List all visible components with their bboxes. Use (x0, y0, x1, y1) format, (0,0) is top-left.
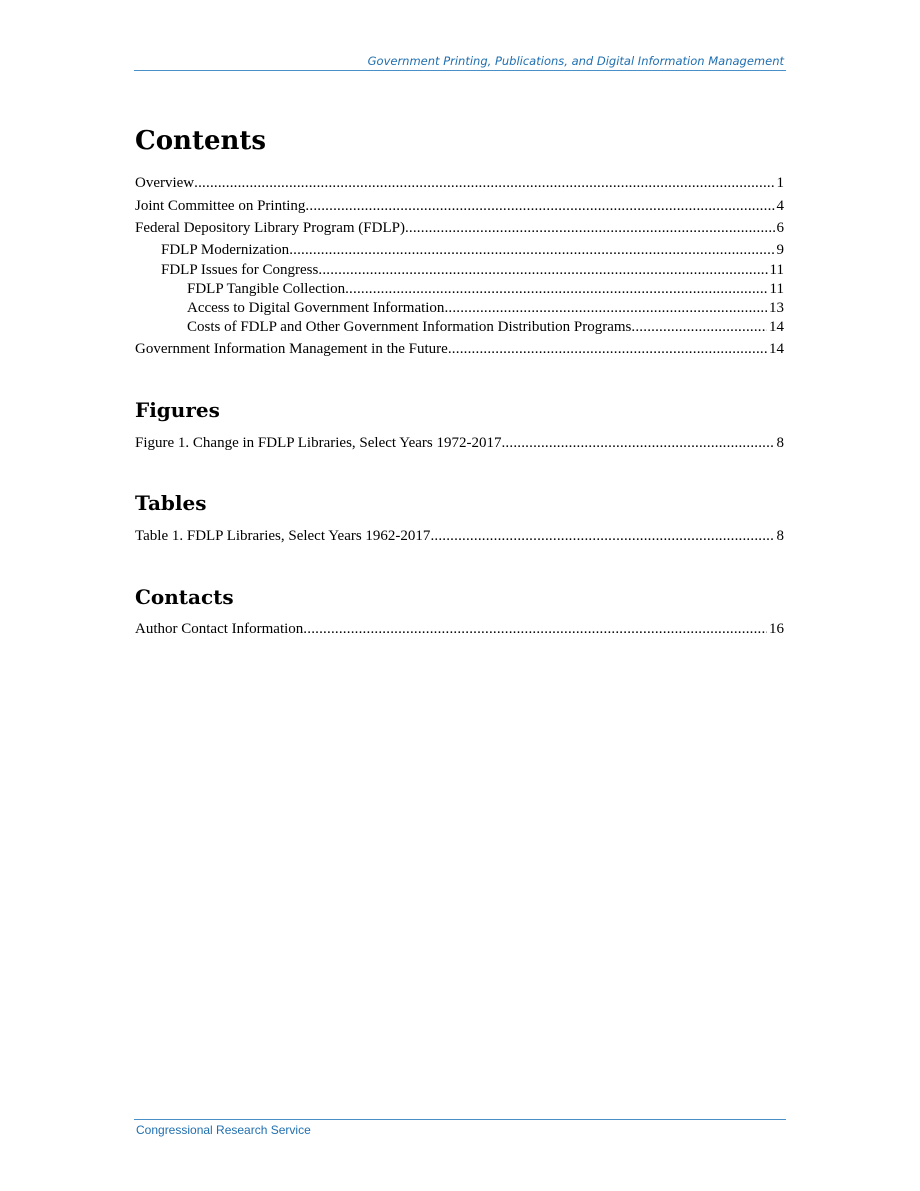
dot-leader (303, 619, 767, 639)
running-header-title: Government Printing, Publications, and Digital Information Management (367, 54, 784, 68)
toc-entry-figure-1[interactable] (135, 433, 784, 453)
toc-page-number: 1 (776, 175, 784, 191)
toc-entry-fdlp-issues-for-congress[interactable] (161, 260, 784, 280)
contents-heading: Contents (135, 126, 267, 156)
toc-entry-label: Access to Digital Government Information (187, 300, 445, 316)
toc-page-number: 14 (769, 319, 784, 335)
toc-entry-costs-of-fdlp[interactable] (187, 317, 784, 337)
toc-entry-label: FDLP Tangible Collection (187, 281, 346, 297)
toc-entry-table-1[interactable] (135, 526, 784, 546)
toc-page-number: 14 (769, 341, 784, 357)
toc-page-number: 8 (776, 435, 784, 451)
toc-entry-label: Figure 1. Change in FDLP Libraries, Select Years 1972-2017 (135, 435, 502, 451)
dot-leader (345, 279, 767, 299)
dot-leader (405, 218, 775, 238)
dot-leader (430, 526, 774, 546)
toc-page-number: 8 (776, 528, 784, 544)
tables-heading: Tables (135, 491, 207, 515)
page-header (134, 52, 786, 71)
dot-leader (444, 298, 767, 318)
toc-entry-label: Author Contact Information (135, 621, 304, 637)
toc-entry-label: FDLP Issues for Congress (161, 262, 319, 278)
toc-page-number: 4 (776, 198, 784, 214)
toc-entry-label: Costs of FDLP and Other Government Information Distribution Programs (187, 319, 632, 335)
toc-entry-author-contact-information[interactable] (135, 619, 784, 639)
toc-entry-label: Federal Depository Library Program (FDLP) (135, 220, 405, 236)
toc-entry-access-to-digital-government-information[interactable] (187, 298, 784, 318)
dot-leader (631, 317, 767, 337)
toc-page-number: 6 (776, 220, 784, 236)
toc-entry-label: Table 1. FDLP Libraries, Select Years 1962-2017 (135, 528, 431, 544)
toc-page-number: 11 (769, 262, 784, 278)
page-footer (134, 1119, 786, 1137)
footer-organization: Congressional Research Service (136, 1123, 311, 1137)
toc-entry-label: Joint Committee on Printing (135, 198, 306, 214)
toc-entry-overview[interactable] (135, 173, 784, 193)
dot-leader (305, 196, 774, 216)
toc-entry-joint-committee-on-printing[interactable] (135, 196, 784, 216)
dot-leader (448, 339, 767, 359)
toc-entry-fdlp[interactable] (135, 218, 784, 238)
contacts-heading: Contacts (135, 585, 234, 609)
toc-page-number: 11 (769, 281, 784, 297)
toc-page-number: 16 (769, 621, 784, 637)
toc-entry-label: Overview (135, 175, 195, 191)
toc-entry-fdlp-tangible-collection[interactable] (187, 279, 784, 299)
dot-leader (194, 173, 774, 193)
toc-entry-label: FDLP Modernization (161, 242, 290, 258)
dot-leader (318, 260, 767, 280)
dot-leader (501, 433, 774, 453)
toc-page-number: 13 (769, 300, 784, 316)
dot-leader (289, 240, 774, 260)
toc-entry-label: Government Information Management in the Future (135, 341, 448, 357)
toc-entry-fdlp-modernization[interactable] (161, 240, 784, 260)
figures-heading: Figures (135, 398, 220, 422)
toc-entry-government-information-management-in-the-future[interactable] (135, 339, 784, 359)
toc-page-number: 9 (776, 242, 784, 258)
